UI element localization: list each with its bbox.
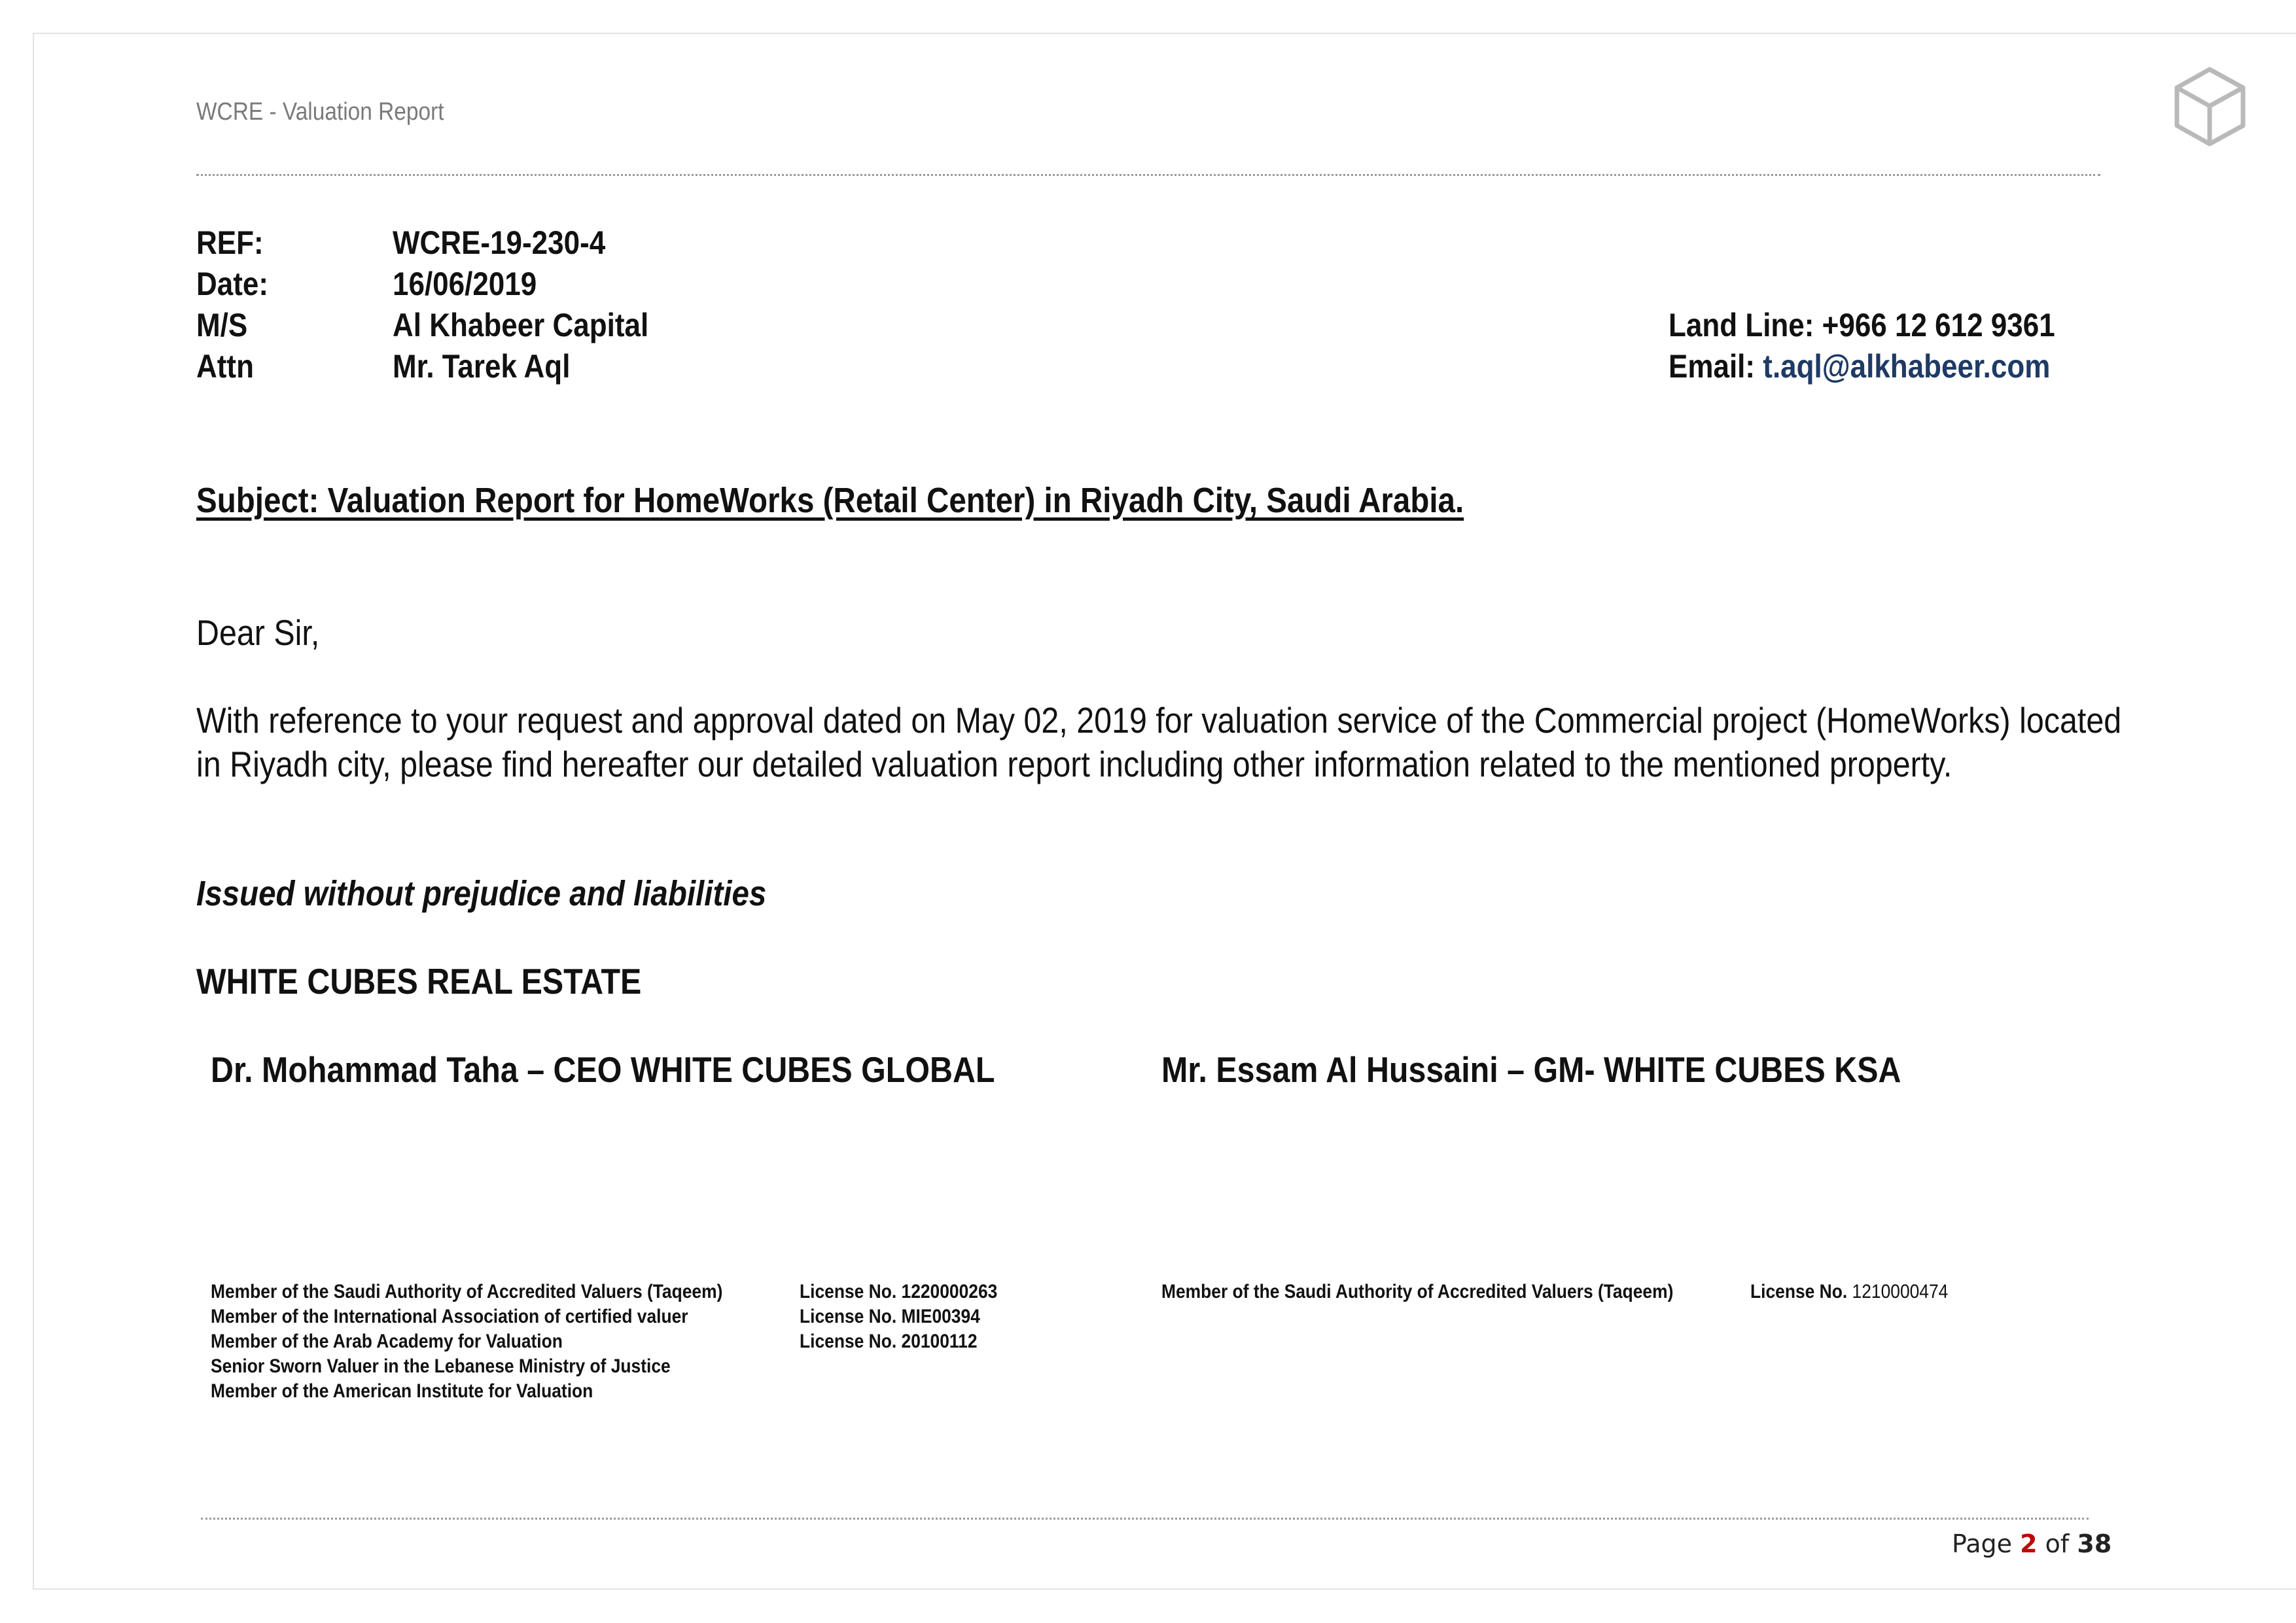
- salutation: Dear Sir,: [196, 612, 320, 653]
- date-value: 16/06/2019: [393, 266, 537, 302]
- license-line: License No. 1220000263: [800, 1281, 998, 1302]
- signer-name-gm: Mr. Essam Al Hussaini – GM- WHITE CUBES KSA: [1161, 1049, 1901, 1090]
- page-indicator: [1952, 1529, 2111, 1558]
- membership-line: Member of the Saudi Authority of Accredited Valuers (Taqeem): [211, 1281, 723, 1302]
- membership-line: Member of the American Institute for Valuation: [211, 1380, 593, 1402]
- letter-body-line: in Riyadh city, please find hereafter our detailed valuation report including other information related to the mentioned property.: [196, 744, 1952, 784]
- landline-value: +966 12 612 9361: [1822, 307, 2055, 343]
- letter-subject: Subject: Valuation Report for HomeWorks (Retail Center) in Riyadh City, Saudi Arabia.: [196, 481, 1464, 520]
- gm-memberships: [1161, 1280, 1743, 1304]
- membership-line: Member of the International Association of certified valuer: [211, 1306, 688, 1327]
- header-divider: [196, 174, 2100, 176]
- membership-line: Member of the Arab Academy for Valuation: [211, 1331, 563, 1352]
- ms-value: Al Khabeer Capital: [393, 307, 649, 343]
- license-line: [1750, 1280, 1948, 1304]
- company-name: WHITE CUBES REAL ESTATE: [196, 961, 642, 1002]
- footer-divider: [201, 1518, 2089, 1520]
- email-line: [1669, 346, 2055, 387]
- license-number: 1210000474: [1852, 1281, 1949, 1302]
- email-label: Email:: [1669, 348, 1756, 385]
- report-header-title: WCRE - Valuation Report: [196, 98, 444, 126]
- landline-label: Land Line:: [1669, 307, 1814, 343]
- ms-label: M/S: [196, 307, 248, 343]
- membership-line: Member of the Saudi Authority of Accredited Valuers (Taqeem): [1161, 1281, 1674, 1302]
- ref-value: WCRE-19-230-4: [393, 224, 606, 261]
- ceo-licenses: [800, 1280, 1025, 1354]
- cube-outline-icon: [2172, 65, 2248, 147]
- date-label: Date:: [196, 266, 269, 302]
- license-line: License No. 20100112: [800, 1331, 978, 1352]
- ceo-memberships: [211, 1280, 792, 1404]
- page-number: 2: [2020, 1529, 2038, 1558]
- attn-label: Attn: [196, 348, 254, 385]
- membership-line: Senior Sworn Valuer in the Lebanese Ministry of Justice: [211, 1355, 671, 1377]
- of-word: of: [2045, 1529, 2070, 1558]
- email-link[interactable]: t.aql@alkhabeer.com: [1763, 348, 2051, 385]
- page-word: Page: [1952, 1529, 2012, 1558]
- letter-body-line: With reference to your request and approval dated on May 02, 2019 for valuation service of the Commercial project (HomeWorks) located: [196, 700, 2122, 741]
- letter-body: [196, 699, 2296, 786]
- contact-block: [1669, 305, 2108, 387]
- page-total: 38: [2077, 1529, 2112, 1558]
- license-line: License No. MIE00394: [800, 1306, 980, 1327]
- gm-license: [1750, 1280, 1975, 1304]
- attn-value: Mr. Tarek Aql: [393, 348, 571, 385]
- signer-name-ceo: Dr. Mohammad Taha – CEO WHITE CUBES GLOBAL: [211, 1049, 995, 1090]
- landline-line: [1669, 305, 2055, 346]
- ref-label: REF:: [196, 224, 264, 261]
- issued-statement: Issued without prejudice and liabilities: [196, 874, 767, 913]
- license-label: License No.: [1750, 1281, 1848, 1302]
